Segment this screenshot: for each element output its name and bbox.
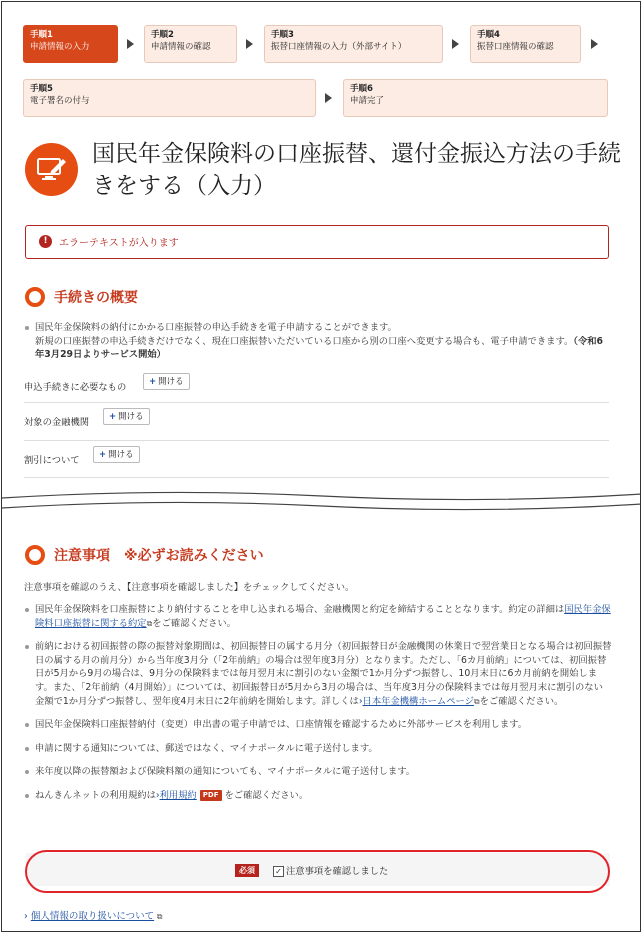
step-number: 手順6 xyxy=(350,84,373,94)
privacy-link[interactable]: 個人情報の取り扱いについて xyxy=(30,911,155,922)
expand-button-label: 開ける xyxy=(108,450,134,460)
confirm-checkbox[interactable]: ✓ xyxy=(273,866,284,877)
list-item xyxy=(24,603,612,630)
step-number: 手順4 xyxy=(477,30,500,40)
note-tail: をご確認ください。 xyxy=(479,695,564,707)
step-number: 手順1 xyxy=(30,30,53,40)
accordion-row xyxy=(24,368,609,405)
note-tail: をご確認ください。 xyxy=(152,617,236,629)
step-6 xyxy=(343,79,608,117)
list-item xyxy=(24,789,612,803)
accordion-label: 申込手続きに必要なもの xyxy=(24,382,127,393)
page-frame xyxy=(1,1,641,932)
external-link-icon: ⧉ xyxy=(473,696,480,706)
list-item xyxy=(24,718,612,732)
divider xyxy=(24,477,609,478)
list-item xyxy=(24,321,612,362)
step-label: 申請情報の入力 xyxy=(30,42,90,52)
notes-heading xyxy=(54,545,264,565)
step-arrow-icon xyxy=(246,39,253,49)
step-3 xyxy=(264,25,443,63)
list-item xyxy=(24,765,612,779)
step-arrow-icon xyxy=(127,39,134,49)
step-2 xyxy=(144,25,237,63)
chevron-right-icon: › xyxy=(24,911,28,922)
pdf-badge: PDF xyxy=(200,790,222,801)
step-label: 申請完了 xyxy=(350,96,385,106)
step-label: 振替口座情報の入力（外部サイト） xyxy=(271,42,407,52)
external-link-icon: ⧉ xyxy=(154,912,163,921)
expand-button-label: 開ける xyxy=(158,377,184,387)
step-number: 手順3 xyxy=(271,30,294,40)
privacy-link-row xyxy=(24,908,162,922)
error-text: エラーテキストが入ります xyxy=(59,238,179,249)
step-label: 申請情報の確認 xyxy=(151,42,211,52)
accordion-row xyxy=(24,402,609,440)
plus-icon: + xyxy=(109,412,117,422)
accordion-label: 対象の金融機関 xyxy=(24,417,90,428)
notes-heading-sub: ※必ずお読みください xyxy=(124,548,264,564)
overview-heading: 手続きの概要 xyxy=(54,290,138,306)
step-label: 電子署名の付与 xyxy=(30,96,90,106)
page-break-divider xyxy=(2,486,641,516)
overview-text-2: 新規の口座振替の申込手続きだけでなく、現在口座振替いただいている口座から別の口座へ変更する場合も、電子申請できます。 xyxy=(35,335,574,347)
notes-list xyxy=(24,603,612,813)
note-text: 申請に関する通知については、郵送ではなく、マイナポータルに電子送付します。 xyxy=(35,742,378,754)
nenkin-homepage-link[interactable]: 日本年金機構ホームページ xyxy=(362,695,474,707)
plus-icon: + xyxy=(99,450,107,460)
section-ring-icon xyxy=(25,287,45,307)
chevron-right-icon: › xyxy=(155,789,160,801)
agreement-link[interactable]: 国民年金保険料口座振替に関する約定 xyxy=(35,604,611,629)
note-text: 国民年金保険料を口座振替により納付することを申し込まれる場合、金融機関と約定を締結することとなります。約定の詳細は xyxy=(35,604,565,615)
note-tail: をご確認ください。 xyxy=(224,789,309,801)
list-item xyxy=(24,742,612,756)
step-number: 手順5 xyxy=(30,84,53,94)
note-text: 前納における初回振替の際の振替対象期間は、初回振替日の属する月分（初回振替日が金融機関の休業日で翌営業日となる場合は初回振替日の属する月の前月分）から当年度3月分（「2年前納」の場合は翌年度3月分）となります。ただし、「6カ月前納」については、初回振替日が5月から9月の場合は、9月分の保険料までは毎月翌月末に割引のない金額で1か月分ずつ振替し、10月末日に6カ月前納を開始します。また、「2年前納（4月開始）」については、初回振替日が5月から3月の場合は、当年度3月分の保険料までは毎月翌月末に割引のない金額で1か月分ずつ振替し、翌年度4月末日に2年前納を開始します。詳しくは xyxy=(35,641,612,707)
accordion-row xyxy=(24,440,609,478)
notes-heading-text: 注意事項 xyxy=(54,548,110,564)
note-text: ねんきんネットの利用規約は xyxy=(35,789,156,801)
external-link-icon: ⧉ xyxy=(146,618,153,628)
step-arrow-icon xyxy=(325,93,332,103)
step-4 xyxy=(470,25,581,63)
required-badge: 必須 xyxy=(235,864,259,877)
expand-button[interactable] xyxy=(103,408,150,425)
page-title: 国民年金保険料の口座振替、還付金振込方法の手続きをする（入力） xyxy=(92,141,621,199)
error-message xyxy=(25,225,609,259)
accordion-label: 割引について xyxy=(24,455,80,466)
plus-icon: + xyxy=(149,377,157,387)
expand-button-label: 開ける xyxy=(118,412,144,422)
computer-edit-icon xyxy=(25,143,78,196)
expand-button[interactable] xyxy=(143,373,190,390)
overview-list xyxy=(24,321,612,372)
note-text: 来年度以降の振替額および保険料額の通知についても、マイナポータルに電子送付します。 xyxy=(35,766,416,778)
step-5 xyxy=(23,79,316,117)
step-label: 振替口座情報の確認 xyxy=(477,42,554,52)
expand-button[interactable] xyxy=(93,446,140,463)
step-number: 手順2 xyxy=(151,30,174,40)
chevron-right-icon: › xyxy=(358,695,363,707)
step-arrow-icon xyxy=(452,39,459,49)
note-text: 国民年金保険料口座振替納付（変更）申出書の電子申請では、口座情報を確認するために外部サービスを利用します。 xyxy=(35,719,527,731)
alert-icon: ! xyxy=(39,235,52,248)
step-arrow-icon xyxy=(591,39,598,49)
step-1 xyxy=(23,25,118,63)
list-item xyxy=(24,640,612,708)
terms-link[interactable]: 利用規約 xyxy=(159,789,197,801)
confirm-label[interactable]: 注意事項を確認しました xyxy=(286,866,389,877)
section-ring-icon xyxy=(25,545,45,565)
notes-intro: 注意事項を確認のうえ、【注意事項を確認しました】をチェックしてください。 xyxy=(24,582,355,593)
overview-text-1: 国民年金保険料の納付にかかる口座振替の申込手続きを電子申請することができます。 xyxy=(35,322,397,333)
overview-bold: （令和6年3月29日よりサービス開始） xyxy=(35,335,604,361)
